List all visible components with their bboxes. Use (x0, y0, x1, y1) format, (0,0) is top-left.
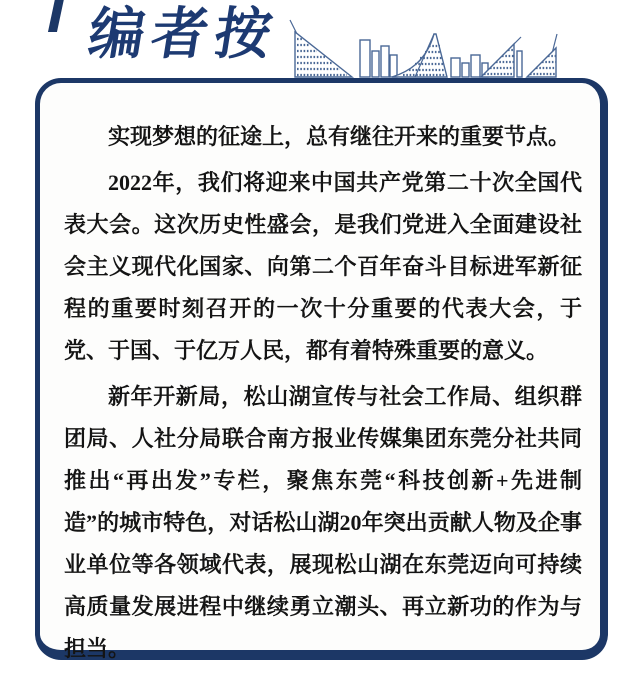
editor-note-card (35, 78, 608, 660)
city-skyline-illustration (284, 6, 566, 80)
slash-accent-mark (48, 0, 65, 32)
body-paragraph: 实现梦想的征途上，总有继往开来的重要节点。 (108, 124, 571, 149)
page-title: 编者按 (84, 2, 284, 65)
body-paragraph: 新年开新局，松山湖宣传与社会工作局、组织群团局、人社分局联合南方报业传媒集团东莞分社共同推出“再出发”专栏，聚焦东莞“科技创新+先进制造”的城市特色，对话松山湖20年突出贡献人物及企事业单位等各领域代表，展现松山湖在东莞迈向可持续高质量发展进程中继续勇立潮头、再立新功的作为与担当。 (64, 384, 582, 661)
editor-note-body (40, 83, 600, 670)
body-paragraph: 2022年，我们将迎来中国共产党第二十次全国代表大会。这次历史性盛会，是我们党进入全面建设社会主义现代化国家、向第二个百年奋斗目标进军新征程的重要时刻召开的一次十分重要的代表大会，于党、于国、于亿万人民，都有着特殊重要的意义。 (64, 170, 582, 363)
